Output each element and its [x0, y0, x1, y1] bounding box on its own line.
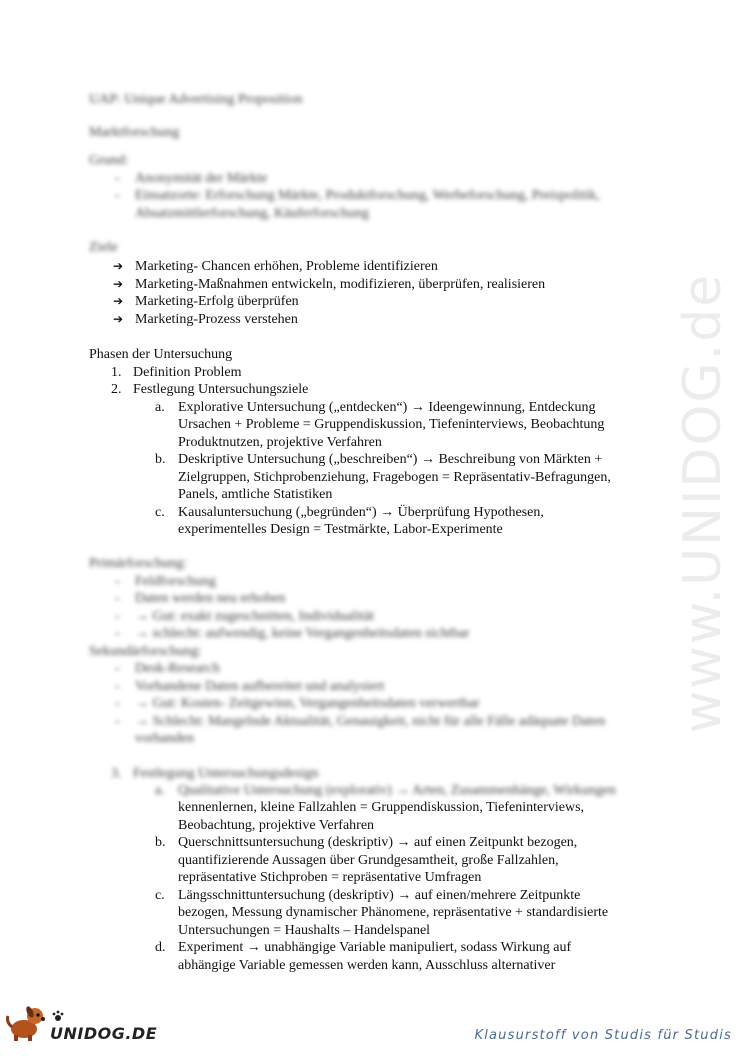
list-item: ➔ Marketing-Erfolg überprüfen: [113, 294, 299, 309]
blurred-top-section: [89, 91, 649, 257]
list-item: d. Experiment → unabhängige Variable manipuliert, sodass Wirkung auf abhängige Variable gemessen werden kann, Ausschluss alternativer: [155, 940, 572, 973]
arrow-icon: ➔: [113, 311, 124, 326]
list-item: 2. Festlegung Untersuchungsziele: [111, 382, 309, 397]
phases-section: [89, 346, 659, 539]
list-item: - Einsatzorte: Erforschung Märkte, Produktforschung, Werbeforschung, Preispolitik,: [115, 188, 600, 203]
list-item: ➔ Marketing- Chancen erhöhen, Probleme identifizieren: [113, 259, 438, 274]
list-item: - → Gut: exakt zugeschnitten, Individualität: [115, 608, 375, 624]
sekundaer-label: Sekundärforschung:: [89, 643, 202, 659]
list-item: a. Explorative Untersuchung („entdecken“) → Ideengewinnung, Entdeckung Ursachen + Probleme = Gruppendiskussion, Tiefeninterviews, Beobachtung Produktnutzen, projektive Verfahren: [155, 399, 605, 450]
watermark: www.UNIDOG.de: [673, 272, 733, 734]
ziele-label: Ziele: [89, 240, 118, 255]
list-item: kennenlernen, kleine Fallzahlen = Gruppendiskussion, Tiefeninterviews, Beobachtung, projektive Verfahren: [178, 800, 585, 833]
list-item: - Feldforschung: [115, 573, 216, 589]
arrow-icon: ➔: [113, 276, 124, 291]
list-item: c. Kausaluntersuchung („begründen“) → Überprüfung Hypothesen, experimentelles Design = Testmärkte, Labor-Experimente: [155, 504, 544, 537]
goals-list: [113, 258, 673, 328]
footer-slogan: Klausurstoff von Studis für Studis: [474, 1028, 732, 1043]
arrow-icon: ➔: [113, 259, 124, 273]
list-item: - Anonymität der Märkte: [115, 170, 268, 186]
dog-icon: [4, 1002, 50, 1042]
list-item: ➔ Marketing-Maßnahmen entwickeln, modifizieren, überprüfen, realisieren: [113, 276, 546, 292]
list-item: b. Querschnittsuntersuchung (deskriptiv) → auf einen Zeitpunkt bezogen, quantifizierende Aussagen über Grundgesamtheit, große Fallzahlen, repräsentative Stichproben = repräsentative Umfragen: [155, 835, 578, 885]
list-item: - Desk-Research: [115, 661, 220, 676]
list-item: ➔ Marketing-Prozess verstehen: [113, 311, 298, 327]
list-item: Absatzmittlerforschung, Käuferforschung: [135, 205, 370, 221]
blurred-middle-section: [89, 555, 669, 800]
phases-heading: Phasen der Untersuchung: [89, 347, 233, 362]
list-item: c. Längsschnittuntersuchung (deskriptiv) → auf einen/mehrere Zeitpunkte bezogen, Messung dynamischer Phänomene, repräsentative + standardisierte Untersuchungen = Haushalts – Handelspanel: [155, 887, 609, 938]
paw-icon: [52, 1010, 64, 1022]
list-item: - Daten werden neu erhoben: [115, 591, 286, 606]
list-item: vorhanden: [135, 731, 195, 746]
list-item: 1. Definition Problem: [111, 364, 242, 380]
list-item: - → Schlecht: Mangelnde Aktualität, Genauigkeit, nicht für alle Fälle adäquate Daten: [115, 713, 606, 729]
heading-marktforschung: Marktforschung: [89, 124, 180, 140]
list-item: - → schlecht: aufwendig, keine Vergangenheitsdaten sichtbar: [115, 626, 470, 641]
title: UAP: Unique Advertising Proposition: [89, 92, 303, 107]
unidog-logo: UNIDOG.DE: [4, 1002, 164, 1042]
list-item: - Vorhandene Daten aufbereitet und analysiert: [115, 678, 385, 694]
list-item: b. Deskriptive Untersuchung („beschreiben“) → Beschreibung von Märkten + Zielgruppen, Stichprobenziehung, Fragebogen = Repräsentativ-Befragungen, Panels, amtliche Statistiken: [155, 452, 611, 502]
design-section: [89, 799, 669, 974]
grund-label: Grund:: [89, 153, 129, 168]
list-item: - → Gut: Kosten- Zeitgewinn, Vergangenheitsdaten verwertbar: [115, 696, 480, 711]
primaer-label: Primärforschung:: [89, 556, 187, 571]
arrow-icon: ➔: [113, 294, 124, 308]
list-item: 3. Festlegung Untersuchungsdesign: [111, 765, 319, 781]
list-item: a. Qualitative Untersuchung (explorativ) → Arten, Zusammenhänge, Wirkungen: [155, 783, 616, 798]
